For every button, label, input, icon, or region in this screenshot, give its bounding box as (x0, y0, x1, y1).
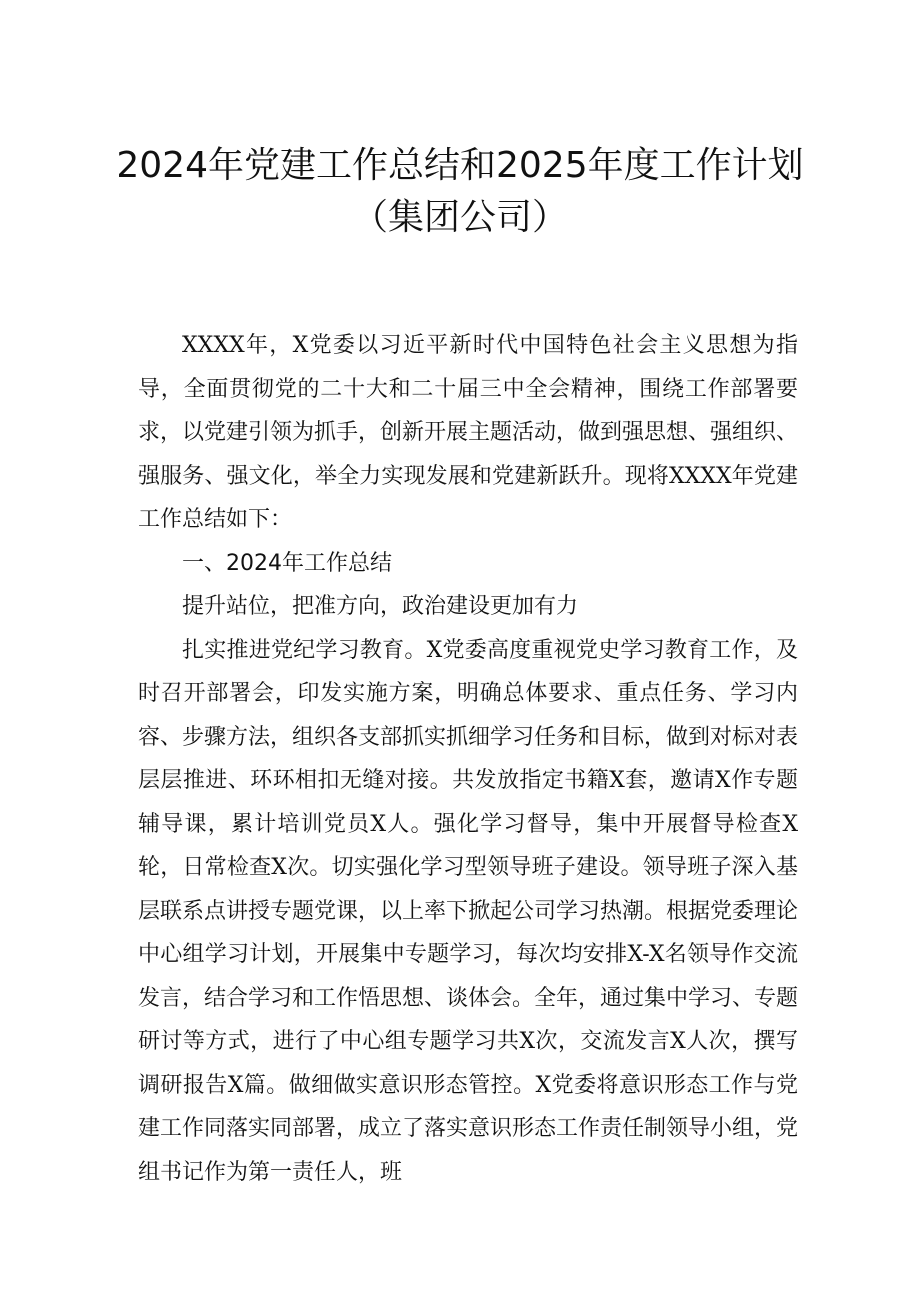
document-subtitle: （集团公司） (351, 197, 568, 238)
document-body (138, 324, 798, 1194)
intro-paragraph: XXXX年，X党委以习近平新时代中国特色社会主义思想为指导，全面贯彻党的二十大和二十届三中全会精神，围绕工作部署要求，以党建引领为抓手，创新开展主题活动，做到强思想、强组织、强服务、强文化，举全力实现发展和党建新跃升。现将XXXX年党建工作总结如下： (138, 333, 799, 532)
body-paragraph: 扎实推进党纪学习教育。X党委高度重视党史学习教育工作，及时召开部署会，印发实施方案，明确总体要求、重点任务、学习内容、步骤方法，组织各支部抓实抓细学习任务和目标，做到对标对表层层推进、环环相扣无缝对接。共发放指定书籍X套，邀请X作专题辅导课，累计培训党员X人。强化学习督导，集中开展督导检查X轮，日常检查X次。切实强化学习型领导班子建设。领导班子深入基层联系点讲授专题党课，以上率下掀起公司学习热潮。根据党委理论中心组学习计划，开展集中专题学习，每次均安排X-X名领导作交流发言，结合学习和工作悟思想、谈体会。全年，通过集中学习、专题研讨等方式，进行了中心组专题学习共X次，交流发言X人次，撰写调研报告X篇。做细做实意识形态管控。X党委将意识形态工作与党建工作同落实同部署，成立了落实意识形态工作责任制领导小组，党组书记作为第一责任人，班 (138, 637, 799, 1185)
document-title: 2024年党建工作总结和2025年度工作计划 (116, 145, 804, 186)
subsection-heading: 提升站位，把准方向，政治建设更加有力 (182, 594, 579, 619)
section-heading: 一、2024年工作总结 (182, 550, 392, 576)
